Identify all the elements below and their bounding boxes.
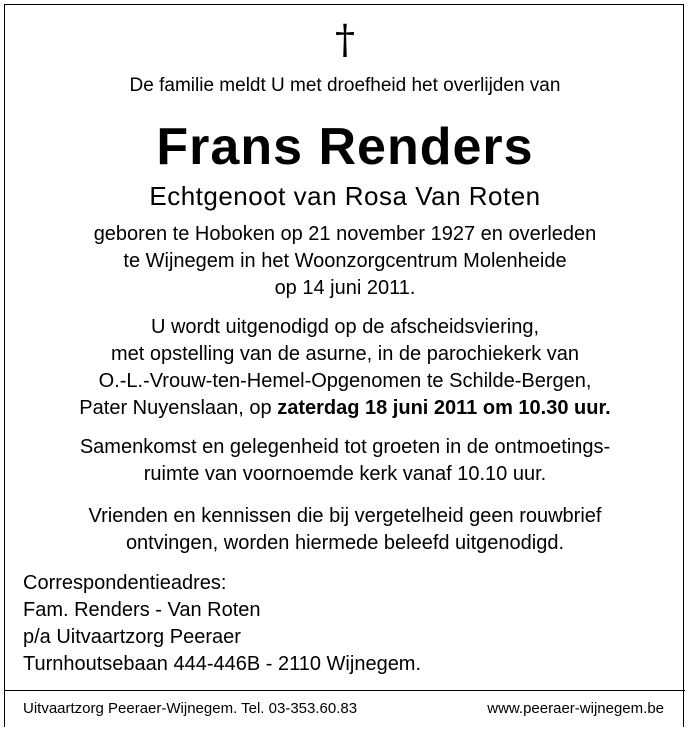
friends-line: Vrienden en kennissen die bij vergetelheid geen rouwbrief — [88, 505, 602, 527]
deceased-name: Frans Renders — [156, 118, 534, 176]
footer-company-phone: Uitvaartzorg Peeraer-Wijnegem. Tel. 03-353.60.83 — [23, 700, 358, 717]
intro-text: De familie meldt U met droefheid het overlijden van — [129, 75, 561, 96]
cross-icon: † — [335, 17, 355, 63]
birth-death-line: op 14 juni 2011. — [274, 277, 416, 299]
ceremony-line: met opstelling van de asurne, in de parochiekerk van — [110, 343, 580, 365]
gathering-line: Samenkomst en gelegenheid tot groeten in de ontmoetings- — [79, 436, 611, 458]
spouse-line: Echtgenoot van Rosa Van Roten — [149, 181, 541, 211]
ceremony-location: Pater Nuyenslaan, op — [79, 397, 278, 419]
friends-paragraph — [0, 503, 690, 557]
ceremony-line: O.-L.-Vrouw-ten-Hemel-Opgenomen te Schilde-Bergen, — [98, 370, 592, 392]
friends-line: ontvingen, worden hiermede beleefd uitgenodigd. — [125, 532, 565, 554]
correspondence-address — [23, 570, 421, 678]
ceremony-datetime: zaterdag 18 juni 2011 om 10.30 uur. — [277, 397, 611, 419]
gathering-paragraph — [0, 434, 690, 488]
birth-death-paragraph — [0, 221, 690, 302]
ceremony-paragraph — [0, 314, 690, 422]
birth-death-line: geboren te Hoboken op 21 november 1927 en overleden — [93, 223, 597, 245]
correspondence-heading: Correspondentieadres: — [23, 572, 227, 594]
address-line: p/a Uitvaartzorg Peeraer — [23, 626, 241, 648]
birth-death-line: te Wijnegem in het Woonzorgcentrum Molenheide — [123, 250, 567, 272]
footer-website: www.peeraer-wijnegem.be — [487, 700, 664, 717]
ceremony-line: U wordt uitgenodigd op de afscheidsviering, — [150, 316, 540, 338]
gathering-line: ruimte van voornoemde kerk vanaf 10.10 uur. — [143, 463, 547, 485]
footer-divider — [4, 690, 685, 691]
address-line: Fam. Renders - Van Roten — [23, 599, 261, 621]
address-line: Turnhoutsebaan 444-446B - 2110 Wijnegem. — [23, 653, 422, 675]
ceremony-date-line — [0, 395, 690, 422]
